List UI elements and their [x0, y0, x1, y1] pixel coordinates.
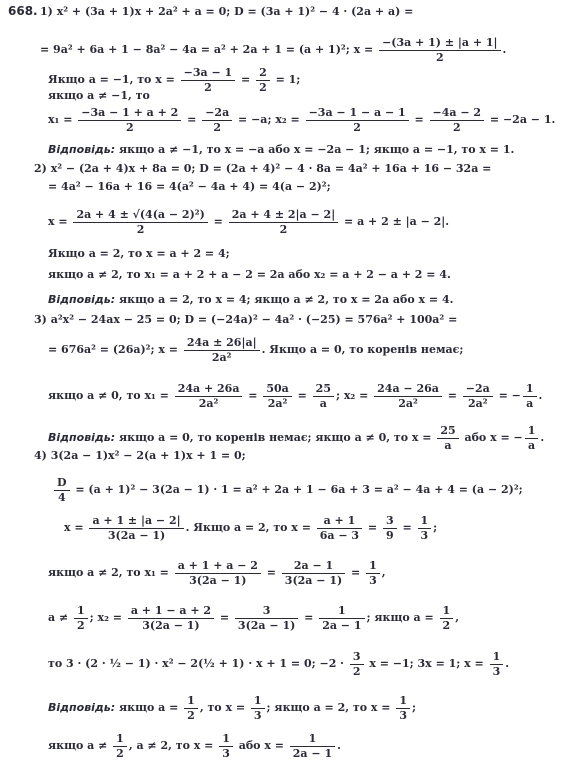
fraction — [396, 694, 410, 723]
math-text: . — [502, 43, 507, 56]
fraction-denominator: a — [444, 438, 452, 452]
solution-line — [48, 644, 584, 684]
fraction-denominator: 3 — [492, 664, 501, 678]
fraction-numerator: −(3a + 1) ± |a + 1| — [379, 36, 500, 51]
fraction-denominator: 2 — [353, 120, 361, 134]
math-text: якщо a = 0, то коренів немає; якщо a ≠ 0, то x = — [115, 431, 436, 444]
fraction — [89, 514, 183, 543]
math-text: то 3 · (2 · ½ − 1) · x² − 2(½ + 1) · x + 1 = 0; −2 · — [48, 657, 348, 670]
math-text: або x = − — [460, 431, 523, 444]
math-text: = −a; x₂ = — [234, 113, 304, 126]
fraction-numerator: a + 1 − a + 2 — [128, 604, 214, 619]
solution-line — [48, 202, 584, 242]
fraction-denominator: 2 — [442, 618, 451, 632]
math-text: ; якщо a = 2, то x = — [266, 701, 395, 714]
fraction-numerator: 2 — [256, 66, 270, 81]
fraction-numerator: −2a — [463, 382, 493, 397]
solution-line — [34, 159, 584, 179]
fraction-numerator: 1 — [319, 604, 364, 619]
solution-line — [48, 726, 584, 766]
fraction-numerator: 1 — [113, 732, 127, 747]
solution-line — [52, 470, 584, 510]
fraction — [463, 382, 493, 411]
math-text: x = −1; 3x = 1; x = — [365, 657, 488, 670]
fraction-numerator: −2a — [202, 106, 232, 121]
solution-line — [48, 140, 584, 160]
math-text: , то x = — [199, 701, 249, 714]
fraction-denominator: 3(2a − 1) — [189, 573, 247, 587]
fraction-numerator: −3a − 1 − a − 1 — [306, 106, 409, 121]
math-text: ; — [433, 521, 438, 534]
math-text: , — [381, 566, 386, 579]
fraction — [282, 559, 345, 588]
math-text: = — [300, 611, 318, 624]
fraction-numerator: −4a − 2 — [430, 106, 485, 121]
fraction — [313, 382, 334, 411]
math-text: або x = — [234, 739, 288, 752]
fraction — [128, 604, 214, 633]
fraction-numerator: a + 1 ± |a − 2| — [89, 514, 183, 529]
solution-line — [48, 598, 584, 638]
fraction — [523, 382, 537, 411]
solution-line — [34, 446, 584, 466]
fraction — [306, 106, 409, 135]
fraction — [251, 694, 265, 723]
math-text: 2) x² − (2a + 4)x + 8a = 0; D = (2a + 4)² − 4 · 8a = 4a² + 16a + 16 − 32a = — [34, 162, 492, 175]
fraction-denominator: 2 — [452, 120, 461, 134]
fraction-numerator: 25 — [313, 382, 334, 397]
fraction-denominator: 2 — [136, 222, 145, 236]
math-text: = 1; — [271, 73, 301, 86]
fraction-numerator: 24a + 26a — [175, 382, 243, 397]
fraction — [440, 604, 454, 633]
fraction-denominator: 3 — [420, 528, 429, 542]
fraction-numerator: −3a − 1 + a + 2 — [78, 106, 181, 121]
fraction-denominator: 3(2a − 1) — [237, 618, 296, 632]
math-text: . — [540, 431, 545, 444]
fraction-denominator: 2 — [204, 80, 212, 94]
fraction-denominator: 2 — [116, 746, 124, 760]
math-text: ; якщо a = — [366, 611, 438, 624]
fraction-denominator: 9 — [385, 528, 394, 542]
fraction — [235, 604, 298, 633]
fraction-numerator: 1 — [74, 604, 88, 619]
math-text: якщо a = 2, то x = 4; якщо a ≠ 2, то x = 2a або x = 4. — [115, 293, 454, 306]
math-text: = — [216, 611, 233, 624]
fraction-numerator: 50a — [263, 382, 291, 397]
math-text: = — [398, 521, 416, 534]
math-text: ; — [411, 701, 417, 714]
math-text: = −2a − 1. — [486, 113, 556, 126]
math-text: = — [364, 521, 381, 534]
fraction-denominator: 2 — [259, 80, 267, 94]
fraction-numerator: 25 — [437, 424, 458, 439]
fraction-numerator: 1 — [440, 604, 454, 619]
solution-line — [40, 2, 584, 22]
answer-label: Відповідь: — [48, 431, 116, 444]
fraction — [490, 650, 504, 679]
fraction-numerator: 1 — [219, 732, 233, 747]
fraction-denominator: 2 — [77, 618, 85, 632]
solution-line — [48, 244, 584, 264]
math-text: x₁ = — [48, 113, 77, 126]
fraction — [184, 694, 198, 723]
fraction-denominator: 2a² — [198, 396, 219, 410]
solution-line — [48, 553, 584, 593]
fraction — [54, 476, 70, 505]
fraction-denominator: a — [526, 396, 534, 410]
fraction-denominator: 3(2a − 1) — [284, 573, 343, 587]
fraction — [418, 514, 432, 543]
math-text: = 9a² + 6a + 1 − 8a² − 4a = a² + 2a + 1 = (a + 1)²; x = — [40, 43, 378, 56]
solution-line — [48, 100, 584, 140]
fraction — [383, 514, 397, 543]
fraction — [229, 208, 339, 237]
math-text: = (a + 1)² − 3(2a − 1) · 1 = a² + 2a + 1 − 6a + 3 = a² − 4a + 4 = (a − 2)²; — [71, 483, 523, 496]
fraction-numerator: a + 1 — [317, 514, 362, 529]
fraction — [350, 650, 364, 679]
fraction-denominator: 3(2a − 1) — [107, 528, 166, 542]
math-text: . — [505, 657, 510, 670]
fraction-denominator: 2 — [125, 120, 134, 134]
math-text: = — [347, 566, 365, 579]
math-text: якщо a ≠ — [48, 739, 112, 752]
fraction-denominator: 3 — [369, 573, 377, 587]
fraction — [184, 336, 260, 365]
fraction-denominator: 2a² — [467, 396, 488, 410]
fraction-denominator: 2a² — [267, 396, 288, 410]
fraction — [290, 732, 335, 761]
math-text: якщо a ≠ 0, то x₁ = — [48, 389, 173, 402]
math-text: = — [443, 389, 461, 402]
fraction-denominator: 2 — [352, 664, 361, 678]
math-text: . Якщо a = 0, то коренів немає; — [261, 343, 464, 356]
fraction-numerator: 1 — [490, 650, 504, 665]
fraction-numerator: 24a − 26a — [374, 382, 442, 397]
fraction — [366, 559, 380, 588]
fraction — [317, 514, 362, 543]
fraction — [73, 208, 207, 237]
math-text: якщо a ≠ 2, то x₁ = — [48, 566, 173, 579]
math-text: 1) x² + (3a + 1)x + 2a² + a = 0; D = (3a + 1)² − 4 · (2a + a) = — [40, 5, 414, 18]
fraction-denominator: 3(2a − 1) — [142, 618, 200, 632]
fraction — [430, 106, 485, 135]
fraction-denominator: 2a − 1 — [322, 618, 362, 632]
math-text: = − — [494, 389, 521, 402]
fraction-denominator: 4 — [57, 490, 66, 504]
fraction-denominator: a — [528, 438, 536, 452]
fraction-numerator: 1 — [290, 732, 335, 747]
math-text: = — [237, 73, 255, 86]
fraction-denominator: 2a² — [398, 396, 418, 410]
fraction-numerator: 2a − 1 — [282, 559, 345, 574]
answer-label: Відповідь: — [48, 293, 116, 306]
fraction — [263, 382, 291, 411]
math-text: = — [293, 389, 311, 402]
fraction-numerator: −3a − 1 — [181, 66, 236, 81]
math-text: x = — [64, 521, 88, 534]
solution-line — [48, 330, 584, 370]
fraction — [202, 106, 232, 135]
fraction-numerator: 1 — [418, 514, 432, 529]
fraction — [319, 604, 364, 633]
fraction — [113, 732, 127, 761]
math-text: = a + 2 ± |a − 2|. — [340, 215, 450, 228]
math-text: якщо a ≠ −1, то x = −a або x = −2a − 1; якщо a = −1, то x = 1. — [115, 143, 515, 156]
fraction-numerator: 1 — [184, 694, 198, 709]
solution-line — [64, 508, 584, 548]
math-text: якщо a = — [115, 701, 183, 714]
math-text: . — [538, 389, 543, 402]
math-text: = — [262, 566, 280, 579]
math-text: = — [410, 113, 428, 126]
fraction-numerator: 1 — [366, 559, 380, 574]
fraction-numerator: 2a + 4 ± √(4(a − 2)²) — [73, 208, 207, 223]
fraction-numerator: D — [54, 476, 70, 491]
fraction-numerator: 2a + 4 ± 2|a − 2| — [229, 208, 339, 223]
math-text: , — [455, 611, 460, 624]
solution-line — [48, 177, 584, 197]
fraction-numerator: 1 — [251, 694, 265, 709]
math-text: = — [209, 215, 227, 228]
math-text: 4) 3(2a − 1)x² − 2(a + 1)x + 1 = 0; — [34, 449, 246, 462]
math-text: . Якщо a = 2, то x = — [185, 521, 315, 534]
answer-label: Відповідь: — [48, 701, 116, 714]
fraction-denominator: a — [319, 396, 327, 410]
fraction-denominator: 2a² — [211, 350, 232, 364]
math-text: Якщо a = 2, то x = a + 2 = 4; — [48, 247, 230, 260]
fraction-numerator: 1 — [525, 424, 539, 439]
answer-label: Відповідь: — [48, 143, 116, 156]
solution-line — [34, 310, 584, 330]
solution-line — [48, 376, 584, 416]
fraction-numerator: 3 — [235, 604, 298, 619]
math-text: = — [244, 389, 262, 402]
math-text: . — [337, 739, 341, 752]
fraction-denominator: 3 — [253, 708, 262, 722]
fraction — [78, 106, 181, 135]
fraction — [175, 382, 243, 411]
math-text: Якщо a = −1, то x = — [48, 73, 179, 86]
fraction-denominator: 2 — [435, 50, 444, 64]
math-text: ; x₂ = — [89, 611, 126, 624]
problem-number: 668. — [8, 4, 38, 18]
fraction-numerator: 1 — [396, 694, 410, 709]
math-text: = 4a² − 16a + 16 = 4(a² − 4a + 4) = 4(a − 2)²; — [48, 180, 331, 193]
math-text: a ≠ — [48, 611, 73, 624]
fraction-numerator: 24a ± 26|a| — [184, 336, 260, 351]
fraction-denominator: 2 — [213, 120, 222, 134]
fraction-numerator: 1 — [523, 382, 537, 397]
math-text: 3) a²x² − 24ax − 25 = 0; D = (−24a)² − 4a² · (−25) = 576a² + 100a² = — [34, 313, 458, 326]
fraction-denominator: 2a − 1 — [292, 746, 333, 760]
math-text: = 676a² = (26a)²; x = — [48, 343, 182, 356]
fraction — [374, 382, 442, 411]
fraction-denominator: 3 — [399, 708, 407, 722]
math-text: = — [183, 113, 201, 126]
solution-line — [48, 290, 584, 310]
fraction — [74, 604, 88, 633]
fraction — [175, 559, 261, 588]
math-text: ; x₂ = — [335, 389, 373, 402]
fraction-numerator: 3 — [383, 514, 397, 529]
solution-line — [48, 688, 584, 728]
math-text: , a ≠ 2, то x = — [128, 739, 218, 752]
math-text: якщо a ≠ 2, то x₁ = a + 2 + a − 2 = 2a або x₂ = a + 2 − a + 2 = 4. — [48, 268, 451, 281]
fraction-denominator: 6a − 3 — [319, 528, 360, 542]
fraction-denominator: 2 — [279, 222, 288, 236]
solution-line — [48, 265, 584, 285]
fraction-numerator: 3 — [350, 650, 364, 665]
math-text: якщо a ≠ −1, то — [48, 89, 150, 102]
math-text: x = — [48, 215, 72, 228]
fraction-denominator: 2 — [187, 708, 195, 722]
fraction-numerator: a + 1 + a − 2 — [175, 559, 261, 574]
fraction-denominator: 3 — [222, 746, 230, 760]
fraction — [219, 732, 233, 761]
